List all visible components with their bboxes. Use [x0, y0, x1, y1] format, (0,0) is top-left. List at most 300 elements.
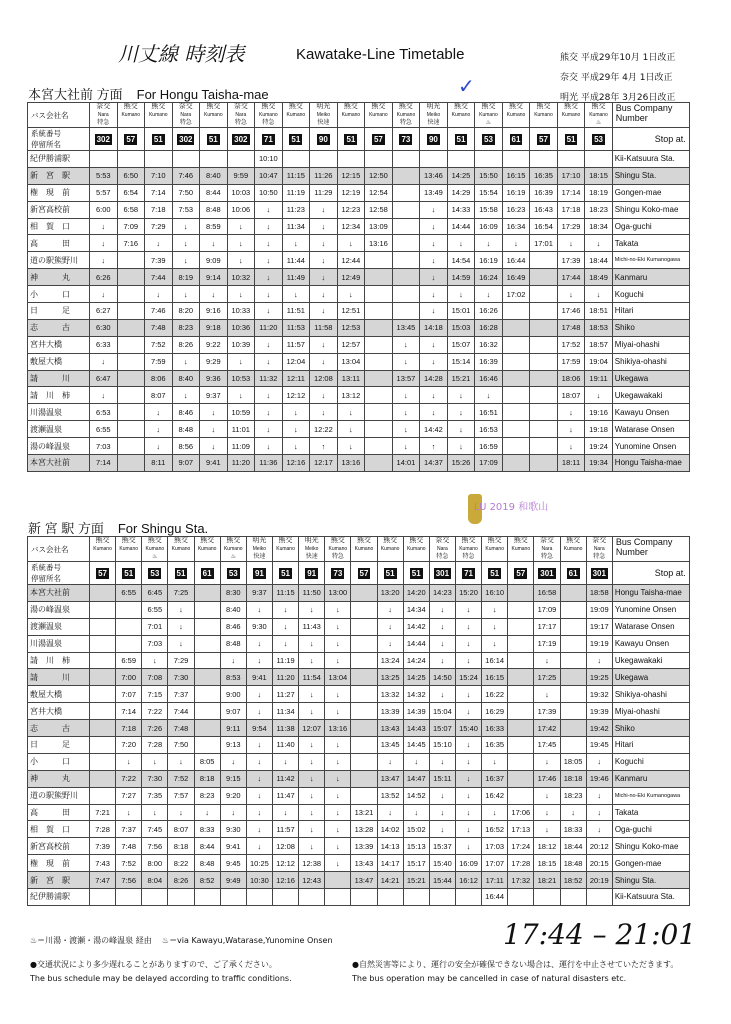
stop-name-jp: 渡瀬温泉 [28, 421, 90, 438]
departure-time: 12:16 [282, 455, 310, 472]
company-label-en [612, 537, 689, 562]
revision-nara: 奈交 平成29年 4月 1日改正 [560, 73, 673, 83]
departure-time: 7:46 [172, 167, 200, 184]
timetable-row [28, 720, 690, 737]
departure-time: 14:25 [403, 669, 429, 686]
check-mark-icon: ✓ [458, 74, 475, 98]
timetable-row [28, 404, 690, 421]
departure-time: 8:48 [172, 421, 200, 438]
departure-time: ↓ [246, 753, 272, 770]
departure-time [560, 889, 586, 906]
departure-time [90, 787, 116, 804]
departure-time: 12:58 [365, 201, 393, 218]
departure-time: ↓ [475, 286, 503, 303]
departure-time: 17:01 [530, 235, 558, 252]
route-number: 61 [568, 568, 578, 578]
route-number-cell [200, 128, 228, 151]
departure-time: 12:22 [310, 421, 338, 438]
departure-time: ↓ [420, 201, 448, 218]
departure-time [530, 455, 558, 472]
departure-time: 9:49 [220, 872, 246, 889]
departure-time: 8:07 [168, 821, 194, 838]
route-number-cell [585, 128, 613, 151]
departure-time [351, 770, 377, 787]
departure-time: 6:55 [142, 601, 168, 618]
departure-time: ↓ [392, 421, 420, 438]
service-class: 快速 [253, 554, 266, 560]
departure-time: 16:39 [530, 184, 558, 201]
departure-time [194, 601, 220, 618]
departure-time: 19:17 [586, 618, 612, 635]
departure-time [90, 652, 116, 669]
route-number: 51 [281, 568, 290, 578]
departure-time: 16:52 [482, 821, 508, 838]
departure-time: 9:30 [220, 821, 246, 838]
departure-time: 7:59 [145, 353, 173, 370]
departure-time [365, 387, 393, 404]
departure-time: ↓ [455, 770, 481, 787]
route-number-cell [90, 128, 118, 151]
departure-time [351, 703, 377, 720]
departure-time: 9:22 [200, 336, 228, 353]
departure-time [560, 737, 586, 754]
departure-time: ↓ [455, 652, 481, 669]
company-name-en: Nara [436, 546, 448, 552]
departure-time [508, 889, 534, 906]
route-number: 51 [385, 568, 395, 578]
route-number-cell [365, 128, 393, 151]
stop-name-jp: 道の駅熊野川 [28, 787, 90, 804]
departure-time: 8:04 [142, 872, 168, 889]
column-header [560, 537, 586, 562]
company-label: バス会社名 [28, 537, 90, 562]
departure-time: 8:23 [194, 787, 220, 804]
departure-time: ↓ [392, 353, 420, 370]
company-name: 熊交 [147, 537, 162, 544]
departure-time: 7:47 [90, 872, 116, 889]
company-name-en: Kumano [145, 546, 165, 552]
stop-name-en: Miyai-ohashi [612, 703, 689, 720]
departure-time: 13:04 [337, 353, 365, 370]
departure-time: ↓ [310, 286, 338, 303]
direction-heading-1 [28, 84, 269, 103]
departure-time: 12:19 [337, 184, 365, 201]
company-name: 熊交 [564, 103, 579, 110]
departure-time: ↓ [557, 235, 585, 252]
departure-time [337, 151, 365, 168]
column-header [534, 537, 560, 562]
departure-time: 9:07 [172, 455, 200, 472]
departure-time: ↓ [585, 387, 613, 404]
stop-name-jp: 本宮大社前 [28, 585, 90, 602]
departure-time: 7:10 [145, 167, 173, 184]
stop-name-en: Shiko [612, 319, 689, 336]
timetable-row [28, 201, 690, 218]
departure-time: 17:46 [557, 303, 585, 320]
company-name: 熊交 [481, 103, 496, 110]
departure-time: 16:44 [482, 889, 508, 906]
departure-time: ↓ [310, 387, 338, 404]
departure-time: 17:28 [508, 855, 534, 872]
route-number-cell [168, 562, 194, 585]
departure-time: 7:26 [142, 720, 168, 737]
departure-time: ↓ [272, 601, 298, 618]
stop-name-en: Koguchi [612, 753, 689, 770]
departure-time [90, 889, 116, 906]
departure-time: ↓ [168, 753, 194, 770]
departure-time [365, 252, 393, 269]
departure-time: ↓ [282, 286, 310, 303]
departure-time: ↓ [420, 235, 448, 252]
direction-jp: 新 宮 駅 方面 [28, 521, 104, 536]
company-name-en: Kumano [354, 546, 374, 552]
departure-time: 11:44 [282, 252, 310, 269]
departure-time: 9:11 [220, 720, 246, 737]
departure-time: 7:39 [145, 252, 173, 269]
departure-time: 8:22 [168, 855, 194, 872]
departure-time: 7:29 [145, 218, 173, 235]
departure-time: 11:42 [272, 770, 298, 787]
stop-name-jp: 新 宮 駅 [28, 872, 90, 889]
departure-time: 16:29 [482, 703, 508, 720]
departure-time [117, 252, 145, 269]
route-number: 51 [176, 568, 186, 578]
departure-time: 16:44 [502, 252, 530, 269]
departure-time: ↓ [282, 404, 310, 421]
route-number: 301 [540, 568, 554, 578]
service-class: 特急 [234, 120, 247, 126]
departure-time: 14:24 [403, 652, 429, 669]
timetable-row [28, 235, 690, 252]
departure-time [508, 635, 534, 652]
departure-time: 16:33 [482, 720, 508, 737]
departure-time: ↓ [168, 804, 194, 821]
departure-time: 19:11 [585, 370, 613, 387]
departure-time: 7:56 [142, 838, 168, 855]
departure-time: 11:19 [282, 184, 310, 201]
departure-time [508, 652, 534, 669]
departure-time [508, 601, 534, 618]
departure-time: 11:47 [272, 787, 298, 804]
departure-time: 13:39 [377, 703, 403, 720]
departure-time: 10:59 [227, 404, 255, 421]
departure-time: ↓ [227, 235, 255, 252]
departure-time [530, 151, 558, 168]
departure-time: 15:17 [403, 855, 429, 872]
departure-time: 17:19 [534, 635, 560, 652]
departure-time: 7:30 [142, 770, 168, 787]
column-header [337, 103, 365, 128]
departure-time: 14:39 [403, 703, 429, 720]
stop-name-jp: 志 古 [28, 319, 90, 336]
departure-time: 11:36 [255, 455, 283, 472]
departure-time: ↓ [200, 404, 228, 421]
departure-time: ↓ [310, 336, 338, 353]
departure-time: ↓ [145, 438, 173, 455]
column-header [447, 103, 475, 128]
departure-time: 6:47 [90, 370, 118, 387]
departure-time: 11:20 [272, 669, 298, 686]
number-text: Number [615, 113, 648, 123]
company-name-en: Kumano [589, 112, 608, 118]
route-number: 53 [594, 134, 603, 144]
departure-time: 13:16 [325, 720, 351, 737]
stop-name-en: Shingu Sta. [612, 167, 689, 184]
departure-time: 14:42 [420, 421, 448, 438]
timetable-row [28, 753, 690, 770]
departure-time: ↓ [272, 635, 298, 652]
departure-time: 16:46 [475, 370, 503, 387]
departure-time: ↓ [255, 303, 283, 320]
departure-time: ↓ [455, 635, 481, 652]
departure-time: 13:43 [377, 720, 403, 737]
delay-en: The bus schedule may be delayed according to traffic conditions. [30, 974, 292, 983]
departure-time [246, 889, 272, 906]
column-header [429, 537, 455, 562]
departure-time: 18:52 [560, 872, 586, 889]
company-name: 熊交 [121, 537, 136, 544]
company-name-en: Kumano [276, 546, 295, 552]
departure-time: 14:44 [447, 218, 475, 235]
departure-time: ↓ [255, 353, 283, 370]
departure-time [502, 370, 530, 387]
service-class: 快速 [305, 554, 318, 560]
departure-time: 12:16 [272, 872, 298, 889]
departure-time: 19:42 [586, 720, 612, 737]
service-class: 特急 [436, 554, 449, 560]
departure-time: ↓ [145, 421, 173, 438]
stop-name-jp: 日 足 [28, 303, 90, 320]
departure-time: 8:05 [194, 753, 220, 770]
departure-time: ↓ [585, 286, 613, 303]
timetable-row [28, 618, 690, 635]
company-name: 奈交 [435, 537, 450, 544]
departure-time: 12:50 [365, 167, 393, 184]
departure-time [365, 421, 393, 438]
timetable-row [28, 455, 690, 472]
departure-time: 13:52 [377, 787, 403, 804]
departure-time: 9:16 [200, 303, 228, 320]
departure-time [455, 889, 481, 906]
company-name: 熊交 [95, 537, 110, 544]
route-number-cell [145, 128, 173, 151]
departure-time: 16:53 [475, 421, 503, 438]
route-number-cell [586, 562, 612, 585]
stop-name-jp: 日 足 [28, 737, 90, 754]
departure-time: ↓ [116, 753, 142, 770]
departure-time: 18:11 [557, 455, 585, 472]
header-company-row [28, 537, 690, 562]
departure-time [117, 151, 145, 168]
stop-name-en: Gongen-mae [612, 184, 689, 201]
departure-time: 11:34 [282, 218, 310, 235]
departure-time: ↓ [420, 353, 448, 370]
departure-time [392, 218, 420, 235]
company-name-en: Kumano [328, 546, 348, 552]
departure-time: 15:21 [403, 872, 429, 889]
departure-time [560, 601, 586, 618]
departure-time [530, 336, 558, 353]
company-name: 奈交 [178, 103, 193, 110]
column-header [403, 537, 429, 562]
departure-time: ↓ [299, 737, 325, 754]
departure-time: 16:58 [534, 585, 560, 602]
departure-time [200, 151, 228, 168]
stop-name-jp: 高 田 [28, 804, 90, 821]
departure-time [502, 353, 530, 370]
route-number: 61 [511, 134, 521, 144]
departure-time: 7:18 [145, 201, 173, 218]
departure-time: 7:50 [168, 737, 194, 754]
departure-time: 14:32 [403, 686, 429, 703]
departure-time: ↓ [455, 838, 481, 855]
departure-time: ↓ [455, 686, 481, 703]
departure-time [117, 319, 145, 336]
departure-time: 19:16 [585, 404, 613, 421]
column-header [200, 103, 228, 128]
route-number-cell [420, 128, 448, 151]
departure-time [530, 286, 558, 303]
departure-time [392, 151, 420, 168]
timetable-row [28, 184, 690, 201]
route-number: 51 [456, 134, 466, 144]
departure-time: 11:01 [227, 421, 255, 438]
stop-name-jp: 神 丸 [28, 269, 90, 286]
timetable-row [28, 872, 690, 889]
departure-time: ↓ [227, 353, 255, 370]
stop-name-en: Hongu Taisha-mae [612, 455, 689, 472]
departure-time: ↓ [145, 235, 173, 252]
departure-time: 17:13 [508, 821, 534, 838]
departure-time: 12:49 [337, 269, 365, 286]
departure-time: ↓ [299, 821, 325, 838]
column-header [246, 537, 272, 562]
timetable-row [28, 269, 690, 286]
stop-name-en: Watarase Onsen [612, 421, 689, 438]
departure-time: 15:40 [429, 855, 455, 872]
departure-time: 19:34 [585, 455, 613, 472]
departure-time: 14:20 [403, 585, 429, 602]
departure-time: 18:57 [585, 336, 613, 353]
departure-time: ↓ [560, 804, 586, 821]
departure-time [90, 686, 116, 703]
departure-time: ↓ [534, 821, 560, 838]
departure-time: 17:44 [557, 269, 585, 286]
departure-time [530, 303, 558, 320]
departure-time: 10:36 [227, 319, 255, 336]
departure-time: 7:22 [142, 703, 168, 720]
departure-time: 15:44 [429, 872, 455, 889]
departure-time: ↓ [455, 601, 481, 618]
departure-time: 7:52 [145, 336, 173, 353]
departure-time: 13:28 [351, 821, 377, 838]
departure-time: 18:18 [560, 770, 586, 787]
departure-time [117, 303, 145, 320]
departure-time: ↓ [429, 686, 455, 703]
route-number: 51 [411, 568, 421, 578]
departure-time [220, 889, 246, 906]
departure-time: 9:29 [200, 353, 228, 370]
departure-time [365, 336, 393, 353]
column-header [351, 537, 377, 562]
route-number: 302 [234, 134, 248, 144]
departure-time: ↓ [447, 387, 475, 404]
departure-time [194, 889, 220, 906]
direction-en: For Hongu Taisha-mae [136, 87, 269, 102]
departure-time: 9:37 [200, 387, 228, 404]
departure-time [392, 269, 420, 286]
departure-time: 19:19 [586, 635, 612, 652]
service-class: 特急 [179, 120, 192, 126]
departure-time: 12:07 [299, 720, 325, 737]
stop-name-en: Kii-Katsuura Sta. [612, 151, 689, 168]
departure-time [194, 703, 220, 720]
departure-time: ↓ [272, 804, 298, 821]
departure-time: 13:57 [392, 370, 420, 387]
departure-time [116, 618, 142, 635]
service-class: 快速 [317, 120, 330, 126]
departure-time: 6:27 [90, 303, 118, 320]
departure-time: ↓ [325, 652, 351, 669]
departure-time: 7:03 [142, 635, 168, 652]
departure-time: 6:30 [90, 319, 118, 336]
departure-time: 8:44 [200, 184, 228, 201]
departure-time: ↓ [90, 286, 118, 303]
departure-time: 15:54 [475, 184, 503, 201]
departure-time: ↓ [246, 770, 272, 787]
company-name-en: Kumano [511, 546, 531, 552]
column-header [586, 537, 612, 562]
route-number: 71 [464, 568, 473, 578]
legend-en: ♨＝via Kawayu,Watarase,Yunomine Onsen [161, 936, 333, 945]
departure-time: ↓ [246, 652, 272, 669]
departure-time: 18:06 [557, 370, 585, 387]
departure-time [560, 669, 586, 686]
departure-time: 14:21 [377, 872, 403, 889]
departure-time [365, 455, 393, 472]
departure-time [117, 387, 145, 404]
departure-time: ↓ [557, 404, 585, 421]
company-name-en: Kumano [223, 546, 243, 552]
company-name-en: Kumano [259, 112, 278, 118]
departure-time: 14:59 [447, 269, 475, 286]
departure-time: ↓ [200, 438, 228, 455]
departure-time: 17:17 [534, 618, 560, 635]
departure-time [227, 151, 255, 168]
departure-time [351, 686, 377, 703]
stop-name-jp: 道の駅熊野川 [28, 252, 90, 269]
stop-name-en: Shikiya-ohashi [612, 353, 689, 370]
timetable-row [28, 252, 690, 269]
departure-time: 16:22 [482, 686, 508, 703]
departure-time [534, 889, 560, 906]
departure-time [392, 201, 420, 218]
departure-time: 9:41 [220, 838, 246, 855]
departure-time: ↓ [585, 235, 613, 252]
departure-time: 10:06 [227, 201, 255, 218]
departure-time: ↓ [172, 252, 200, 269]
departure-time [90, 635, 116, 652]
departure-time [90, 770, 116, 787]
departure-time [168, 889, 194, 906]
route-number: 90 [428, 134, 438, 144]
departure-time: 7:08 [142, 669, 168, 686]
route-number: 71 [263, 134, 273, 144]
departure-time: 13:32 [377, 686, 403, 703]
departure-time: ↓ [455, 753, 481, 770]
departure-time: 8:48 [200, 201, 228, 218]
departure-time: ↓ [142, 804, 168, 821]
